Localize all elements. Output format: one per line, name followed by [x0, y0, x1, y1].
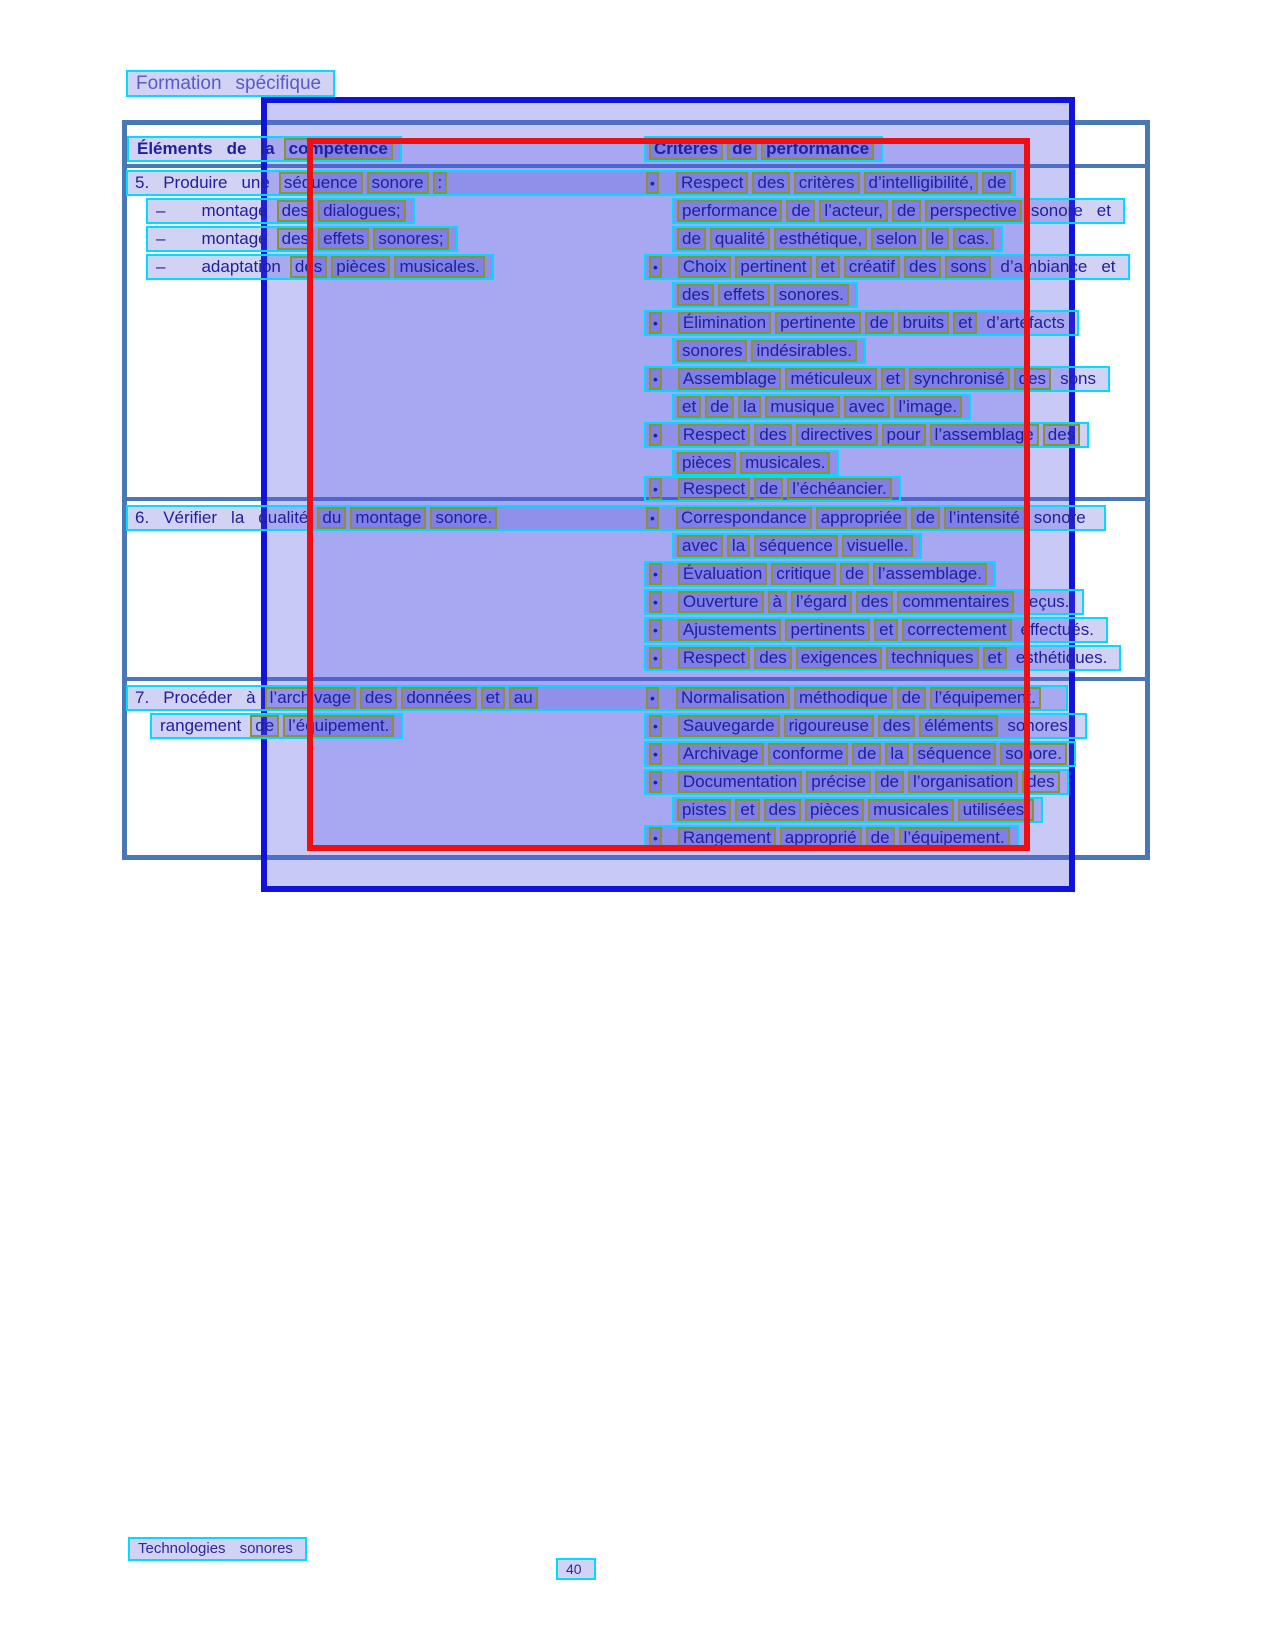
ocr-word-box: sons: [945, 256, 991, 278]
ocr-word-box: la: [738, 396, 761, 418]
ocr-word-box: Évaluation: [678, 563, 767, 585]
ocr-word-box: Assemblage: [678, 368, 782, 390]
footer-program: [128, 1537, 307, 1561]
ocr-word-box: l’équipement.: [899, 827, 1010, 849]
ocr-word-box: commentaires: [897, 591, 1014, 613]
ocr-word-box: musicales: [868, 799, 954, 821]
ocr-word-box: pièces: [805, 799, 864, 821]
bullet-icon: •: [649, 743, 662, 765]
ocr-word-box: des: [856, 591, 893, 613]
ocr-word-box: des: [1043, 424, 1080, 446]
ocr-word-box: Sauvegarde: [678, 715, 780, 737]
word: –: [156, 229, 166, 248]
bullet-icon: •: [649, 256, 662, 278]
ocr-word-box: et: [677, 396, 701, 418]
ocr-word-box: l’assemblage: [930, 424, 1039, 446]
ocr-word-box: Choix: [678, 256, 731, 278]
ocr-word-box: montage: [350, 507, 426, 529]
ocr-word-box: bruits: [898, 312, 950, 334]
ocr-word-box: et: [481, 687, 505, 709]
word: 6.: [135, 508, 150, 527]
ocr-word-box: Respect: [678, 424, 750, 446]
ocr-word-box: des: [360, 687, 397, 709]
ocr-word-box: Normalisation: [676, 687, 790, 709]
ocr-word-box: esthétique,: [774, 228, 867, 250]
ocr-word-box: de: [865, 312, 894, 334]
ocr-word-box: qualité: [710, 228, 770, 250]
word: 5.: [135, 173, 150, 192]
word: –: [156, 257, 166, 276]
ocr-word-box: sonore.: [1000, 743, 1067, 765]
ocr-word-box: des: [878, 715, 915, 737]
word: Procéder: [163, 688, 233, 707]
bullet-icon: •: [649, 424, 662, 446]
ocr-word-box: musicales.: [740, 452, 830, 474]
ocr-word-box: le: [926, 228, 949, 250]
ocr-word-box: de: [250, 715, 279, 737]
ocr-word-box: l’organisation: [908, 771, 1018, 793]
word: à: [246, 688, 256, 707]
page-number: [556, 1558, 596, 1580]
ocr-word-box: de: [897, 687, 926, 709]
bullet-icon: •: [649, 563, 662, 585]
ocr-word-box: synchronisé: [909, 368, 1010, 390]
ocr-word-box: cas.: [953, 228, 994, 250]
word: sonore: [1033, 508, 1086, 527]
ocr-word-box: données: [401, 687, 476, 709]
ocr-word-box: séquence: [754, 535, 838, 557]
word: de: [226, 139, 247, 158]
ocr-word-box: pièces: [677, 452, 736, 474]
word: montage: [201, 201, 268, 220]
ocr-word-box: séquence: [913, 743, 997, 765]
ocr-word-box: l’assemblage.: [873, 563, 987, 585]
ocr-word-box: de: [754, 478, 783, 500]
ocr-word-box: de: [875, 771, 904, 793]
ocr-word-box: sonores;: [373, 228, 448, 250]
ocr-word-box: des: [754, 424, 791, 446]
bullet-icon: •: [649, 715, 662, 737]
ocr-word-box: pièces: [331, 256, 390, 278]
ocr-word-box: et: [816, 256, 840, 278]
ocr-word-box: musicales.: [394, 256, 484, 278]
ocr-word-box: sonore.: [430, 507, 497, 529]
ocr-word-box: effets: [318, 228, 369, 250]
ocr-word-box: précise: [806, 771, 871, 793]
ocr-word-box: directives: [796, 424, 878, 446]
ocr-word-box: utilisées.: [958, 799, 1034, 821]
word: spécifique: [235, 72, 322, 94]
ocr-word-box: de: [911, 507, 940, 529]
word: une: [241, 173, 270, 192]
ocr-word-box: musique: [765, 396, 839, 418]
detection-region-inner-border: [307, 138, 1030, 851]
word: la: [231, 508, 245, 527]
word: reçus.: [1023, 592, 1070, 611]
ocr-word-box: l’équipement.: [930, 687, 1041, 709]
ocr-word-box: pertinente: [775, 312, 861, 334]
ocr-word-box: techniques: [886, 647, 978, 669]
ocr-word-box: de: [786, 200, 815, 222]
ocr-word-box: pistes: [677, 799, 731, 821]
ocr-word-box: des: [752, 172, 789, 194]
word: rangement: [160, 716, 242, 735]
word: sonores.: [1007, 716, 1073, 735]
ocr-word-box: éléments: [919, 715, 998, 737]
ocr-word-box: l’égard: [791, 591, 852, 613]
ocr-word-box: appropriée: [816, 507, 907, 529]
ocr-word-box: l’acteur,: [819, 200, 888, 222]
ocr-word-box: de: [840, 563, 869, 585]
ocr-word-box: Correspondance: [676, 507, 812, 529]
ocr-word-box: visuelle.: [842, 535, 913, 557]
ocr-word-box: correctement: [902, 619, 1011, 641]
word: esthétiques.: [1015, 648, 1108, 667]
bullet-icon: •: [649, 591, 662, 613]
ocr-word-box: l’archivage: [265, 687, 356, 709]
ocr-word-box: et: [881, 368, 905, 390]
ocr-word-box: des: [277, 200, 314, 222]
ocr-word-box: de: [892, 200, 921, 222]
ocr-word-box: du: [317, 507, 346, 529]
bullet-icon: •: [649, 478, 662, 500]
word: Formation: [136, 72, 222, 94]
ocr-word-box: avec: [677, 535, 723, 557]
word: sons: [1060, 369, 1096, 388]
ocr-word-box: de: [727, 138, 757, 160]
bullet-icon: •: [646, 507, 659, 529]
ocr-word-box: conforme: [768, 743, 849, 765]
ocr-word-box: l’échéancier.: [787, 478, 892, 500]
ocr-word-box: pertinents: [785, 619, 870, 641]
ocr-word-box: performance: [761, 138, 874, 160]
ocr-word-box: des: [277, 228, 314, 250]
ocr-word-box: performance: [677, 200, 782, 222]
word: Technologies: [138, 1540, 226, 1557]
bullet-icon: •: [649, 368, 662, 390]
ocr-word-box: de: [705, 396, 734, 418]
word: d’ambiance: [1000, 257, 1088, 276]
ocr-word-box: de: [982, 172, 1011, 194]
word: et: [1096, 201, 1111, 220]
ocr-word-box: Ouverture: [678, 591, 764, 613]
ocr-word-box: des: [290, 256, 327, 278]
ocr-word-box: méticuleux: [785, 368, 876, 390]
ocr-word-box: critique: [771, 563, 836, 585]
ocr-word-box: effets: [718, 284, 769, 306]
ocr-word-box: exigences: [796, 647, 883, 669]
ocr-word-box: au: [509, 687, 538, 709]
ocr-word-box: indésirables.: [751, 340, 856, 362]
ocr-word-box: et: [735, 799, 759, 821]
ocr-word-box: des: [754, 647, 791, 669]
ocr-word-box: sonore: [367, 172, 429, 194]
word: Vérifier: [163, 508, 218, 527]
word: 7.: [135, 688, 150, 707]
ocr-word-box: critères: [794, 172, 860, 194]
bullet-icon: •: [649, 827, 662, 849]
ocr-word-box: Ajustements: [678, 619, 782, 641]
ocr-word-box: de: [866, 827, 895, 849]
ocr-word-box: compétence: [284, 138, 393, 160]
word: sonores: [239, 1540, 293, 1557]
word: d’artefacts: [986, 313, 1065, 332]
ocr-word-box: l’équipement.: [283, 715, 394, 737]
ocr-word-box: pertinent: [735, 256, 811, 278]
ocr-word-box: sonores: [677, 340, 747, 362]
bullet-icon: •: [649, 312, 662, 334]
word: montage: [201, 229, 268, 248]
bullet-icon: •: [649, 619, 662, 641]
ocr-word-box: l’intensité: [944, 507, 1025, 529]
bullet-icon: •: [646, 687, 659, 709]
ocr-word-box: des: [1022, 771, 1059, 793]
ocr-word-box: Respect: [678, 647, 750, 669]
word: adaptation: [201, 257, 281, 276]
ocr-word-box: selon: [871, 228, 922, 250]
word: qualité: [258, 508, 309, 527]
ocr-word-box: approprié: [780, 827, 862, 849]
ocr-word-box: de: [852, 743, 881, 765]
word: 40: [566, 1561, 582, 1577]
ocr-word-box: la: [885, 743, 908, 765]
ocr-word-box: et: [983, 647, 1007, 669]
ocr-word-box: Respect: [678, 478, 750, 500]
ocr-word-box: et: [953, 312, 977, 334]
bullet-icon: •: [646, 172, 659, 194]
ocr-word-box: la: [727, 535, 750, 557]
ocr-word-box: séquence: [279, 172, 363, 194]
ocr-word-box: dialogues;: [318, 200, 406, 222]
ocr-word-box: Documentation: [678, 771, 802, 793]
ocr-word-box: avec: [844, 396, 890, 418]
ocr-word-box: pour: [882, 424, 926, 446]
ocr-word-box: et: [874, 619, 898, 641]
ocr-word-box: Respect: [676, 172, 748, 194]
ocr-word-box: créatif: [844, 256, 900, 278]
ocr-word-box: à: [768, 591, 787, 613]
ocr-word-box: perspective: [925, 200, 1022, 222]
ocr-word-box: des: [904, 256, 941, 278]
word: effectués.: [1020, 620, 1094, 639]
ocr-word-box: sonores.: [774, 284, 849, 306]
word: –: [156, 201, 166, 220]
ocr-word-box: l’image.: [894, 396, 963, 418]
bullet-icon: •: [649, 771, 662, 793]
page-header-note: [126, 70, 335, 97]
ocr-word-box: Archivage: [678, 743, 764, 765]
ocr-word-box: Critères: [649, 138, 723, 160]
ocr-word-box: des: [677, 284, 714, 306]
ocr-word-box: des: [764, 799, 801, 821]
ocr-word-box: Élimination: [678, 312, 771, 334]
word: et: [1101, 257, 1116, 276]
ocr-word-box: :: [433, 172, 448, 194]
word: la: [260, 139, 275, 158]
ocr-word-box: de: [677, 228, 706, 250]
word: sonore: [1030, 201, 1083, 220]
ocr-word-box: rigoureuse: [784, 715, 874, 737]
ocr-word-box: d’intelligibilité,: [864, 172, 979, 194]
word: Éléments: [137, 139, 213, 158]
word: Produire: [163, 173, 228, 192]
ocr-word-box: des: [1014, 368, 1051, 390]
ocr-word-box: méthodique: [794, 687, 893, 709]
ocr-word-box: Rangement: [678, 827, 776, 849]
bullet-icon: •: [649, 647, 662, 669]
